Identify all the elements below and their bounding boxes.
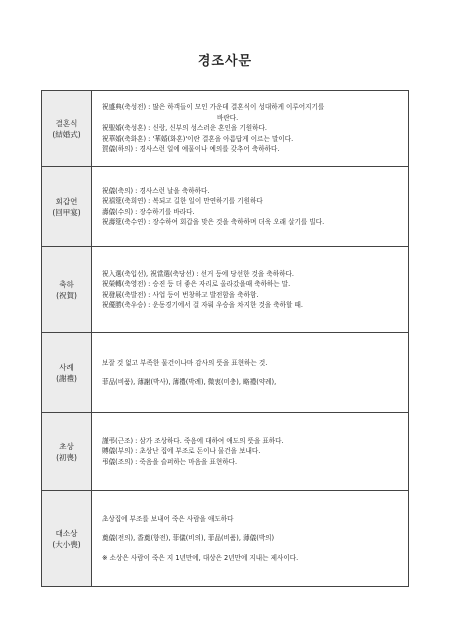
row-label-hanja: (祝賀) — [56, 290, 77, 300]
content-line: 賀儀(하의) : 경사스런 일에 예물이나 예의를 갖추어 축하하다. — [102, 145, 280, 154]
row-content — [92, 91, 409, 167]
table-row — [42, 91, 409, 167]
row-label-cell — [42, 247, 92, 333]
table-row — [42, 491, 409, 587]
row-content — [92, 247, 409, 333]
content-line: 祝禧筵(축희연) : 복되고 길한 일이 만연하기를 기원하다 — [102, 197, 263, 206]
content-line: 祝聖婚(축성혼) : 신랑, 신부의 성스러운 혼인을 기원하다. — [102, 124, 267, 133]
row-label-hanja: (大小喪) — [52, 539, 81, 549]
content-line: 초상집에 부조를 보내어 죽은 사람을 애도하다 — [102, 514, 234, 523]
ceremony-table — [41, 90, 409, 587]
row-label: 회갑연 — [55, 196, 78, 206]
content-line: ※ 소상은 사람이 죽은 지 1년만에, 대상은 2년만에 지내는 제사이다. — [102, 553, 299, 562]
content-line: 祝華婚(축화혼) : '華婚(화혼)'이란 결혼을 아름답게 이르는 말이다. — [102, 134, 294, 143]
content-line: 奠儀(전의), 香奠(향전), 菲儀(비의), 菲品(비품), 薄儀(박의) — [102, 534, 275, 543]
row-label: 사례 — [59, 362, 74, 372]
row-label-hanja: (結婚式) — [52, 129, 81, 139]
content-line: 祝優勝(축우승) : 운동경기에서 걸 자뤄 우승을 차지한 것을 축하할 때. — [102, 300, 303, 309]
row-content — [92, 333, 409, 413]
content-line: 弔儀(조의) : 죽음을 슬퍼하는 마음을 표현하다. — [102, 457, 238, 466]
row-label: 초상 — [59, 441, 74, 451]
row-label-cell — [42, 333, 92, 413]
content-line: 祝榮轉(축영전) : 승진 등 더 좋은 자리로 올라갔을때 축하하는 말. — [102, 280, 291, 289]
content-line: 壽儀(수의) : 장수하기를 바라다. — [102, 207, 195, 216]
content-line: 바란다. — [217, 113, 239, 122]
row-content — [92, 491, 409, 587]
row-label-cell — [42, 167, 92, 247]
table-row — [42, 413, 409, 491]
content-line: 祝儀(축의) : 경사스런 날을 축하하다. — [102, 186, 210, 195]
content-line: 賻儀(부의) : 초상난 집에 부조로 돈이나 물건을 보내다. — [102, 447, 261, 456]
row-content — [92, 413, 409, 491]
row-label-cell — [42, 91, 92, 167]
content-line: 祝發展(축발전) : 사업 등이 번창하고 발전함을 축하함. — [102, 290, 259, 299]
content-line: 謹弔(근조) : 삼가 조상하다. 죽음에 대하여 애도의 뜻을 표하다. — [102, 436, 284, 445]
row-label: 결혼식 — [55, 118, 78, 128]
table-row — [42, 247, 409, 333]
row-label: 축하 — [59, 279, 74, 289]
content-line: 보잘 것 없고 부족한 물건이나마 감사의 뜻을 표현하는 것. — [102, 358, 268, 367]
content-line: 祝壽筵(축수연) : 장수하여 회갑을 맞은 것을 축하하며 더욱 오래 살기를 빌다. — [102, 217, 325, 226]
page-title: 경조사문 — [197, 54, 253, 69]
row-label-cell — [42, 491, 92, 587]
row-label-hanja: (初喪) — [56, 452, 77, 462]
content-line: 菲品(비품), 薄謝(박사), 薄禮(박례), 微衷(미충), 略禮(약례), — [102, 378, 277, 386]
content-line: 祝盛典(축성전) : 많은 하객들이 모인 가운데 결혼식이 성대하게 이루어지기를 — [102, 103, 325, 112]
row-content — [92, 167, 409, 247]
row-label-hanja: (謝禮) — [56, 373, 77, 383]
row-label: 대소상 — [55, 528, 78, 538]
table-row — [42, 167, 409, 247]
content-line: 祝入選(축입선), 祝當選(축당선) : 선거 등에 당선한 것을 축하하다. — [102, 269, 294, 278]
row-label-cell — [42, 413, 92, 491]
row-label-hanja: (回甲宴) — [52, 207, 81, 217]
table-row — [42, 333, 409, 413]
